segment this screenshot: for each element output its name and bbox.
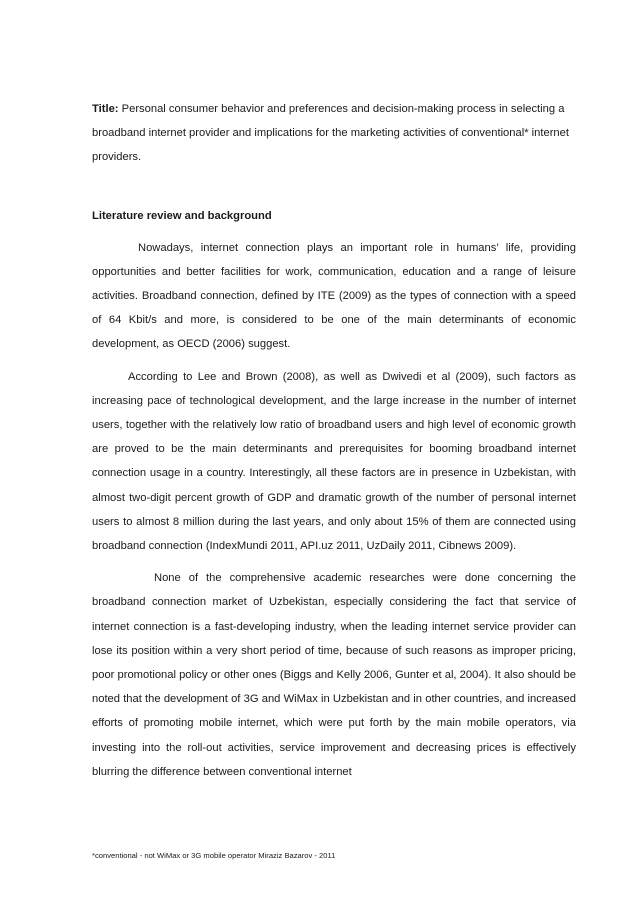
page-content xyxy=(92,97,576,792)
title-label: Title: xyxy=(92,103,119,115)
paragraph-2: According to Lee and Brown (2008), as well as Dwivedi et al (2009), such factors as increasing pace of technological development, and the large increase in the number of internet users, together with the relatively low ratio of broadband users and high level of economic growth are proved to be the main determinants and prerequisites for booming broadband internet connection usage in a country. Interestingly, all these factors are in presence in Uzbekistan, with almost two-digit percent growth of GDP and dramatic growth of the number of personal internet users to almost 8 million during the last years, and only about 15% of them are connected using broadband connection (IndexMundi 2011, API.uz 2011, UzDaily 2011, Cibnews 2009). xyxy=(92,370,576,553)
paragraph-3: None of the comprehensive academic researches were done concerning the broadband connection market of Uzbekistan, especially considering the fact that service of internet connection is a fast-developing industry, when the leading internet service provider can lose its position within a very short period of time, because of such reasons as improper pricing, poor promotional policy or other ones (Biggs and Kelly 2006, Gunter et al, 2004). It also should be noted that the development of 3G and WiMax in Uzbekistan and in other countries, and increased efforts of promoting mobile internet, which were put forth by the main mobile operators, via investing into the roll-out activities, service improvement and decreasing prices is effectively blurring the difference between conventional internet xyxy=(92,572,576,778)
document-title xyxy=(92,97,576,170)
page-footer: *conventional - not WiMax or 3G mobile operator Miraziz Bazarov - 2011 xyxy=(92,851,336,860)
title-text: Personal consumer behavior and preferences and decision-making process in selecting a broadband internet provider and implications for the marketing activities of conventional* internet providers. xyxy=(92,103,569,164)
section-heading: Literature review and background xyxy=(92,209,272,222)
paragraph-1: Nowadays, internet connection plays an important role in humans’ life, providing opportunities and better facilities for work, communication, education and a range of leisure activities. Broadband connection, defined by ITE (2009) as the types of connection with a speed of 64 Kbit/s and more, is considered to be one of the main determinants of economic development, as OECD (2006) suggest. xyxy=(92,241,576,351)
